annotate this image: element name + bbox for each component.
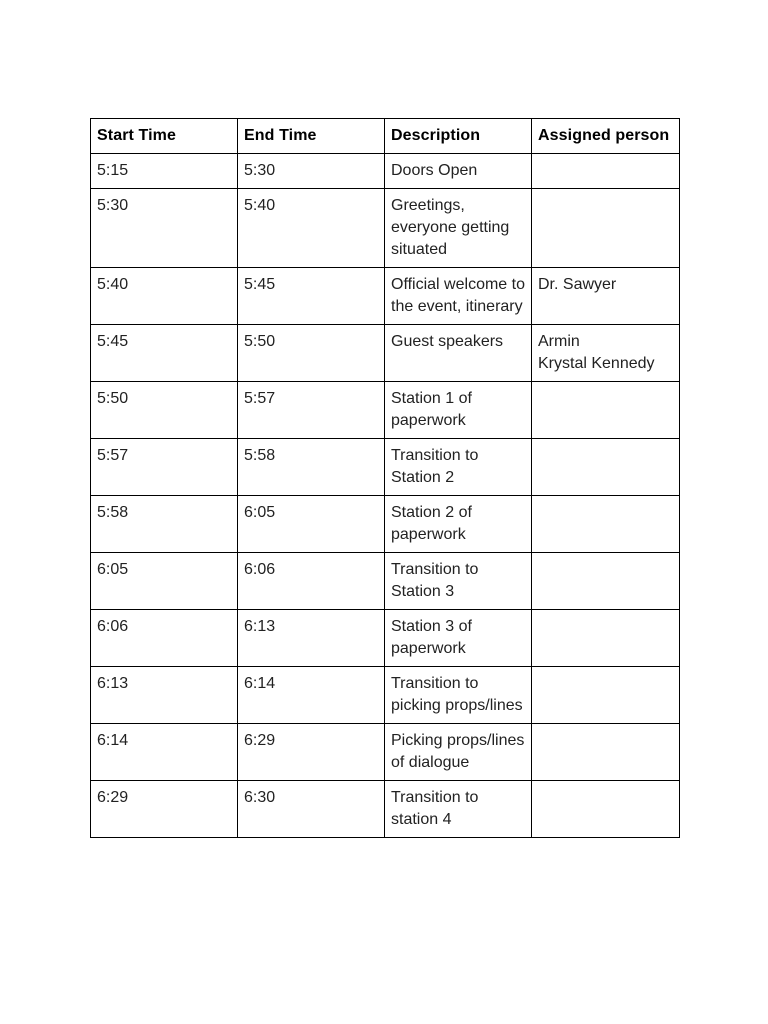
cell-description bbox=[385, 610, 532, 667]
cell-text: 5:30 bbox=[244, 162, 276, 179]
cell-description bbox=[385, 553, 532, 610]
cell-start-time bbox=[91, 325, 238, 382]
table-row bbox=[91, 553, 680, 610]
cell-text: 6:14 bbox=[244, 675, 276, 692]
cell-end-time bbox=[238, 724, 385, 781]
cell-text: 6:05 bbox=[244, 504, 276, 521]
cell-description bbox=[385, 439, 532, 496]
cell-text: 5:57 bbox=[244, 390, 276, 407]
schedule-table-header bbox=[91, 119, 680, 154]
cell-text: 5:50 bbox=[244, 333, 276, 350]
cell-text: Guest speakers bbox=[391, 333, 504, 350]
cell-assigned-person bbox=[532, 325, 680, 382]
header-row bbox=[91, 119, 680, 154]
cell-end-time bbox=[238, 610, 385, 667]
cell-assigned-person bbox=[532, 382, 680, 439]
cell-text: Armin Krystal Kennedy bbox=[538, 333, 655, 372]
cell-end-time bbox=[238, 189, 385, 268]
cell-assigned-person bbox=[532, 154, 680, 189]
cell-description bbox=[385, 154, 532, 189]
cell-text: 5:45 bbox=[244, 276, 276, 293]
table-row bbox=[91, 724, 680, 781]
cell-end-time bbox=[238, 154, 385, 189]
cell-text: 5:58 bbox=[244, 447, 276, 464]
cell-start-time bbox=[91, 439, 238, 496]
cell-text: Transition to Station 2 bbox=[391, 447, 479, 486]
cell-text: 5:15 bbox=[97, 162, 129, 179]
cell-start-time bbox=[91, 496, 238, 553]
cell-text: Greetings, everyone getting situated bbox=[391, 197, 510, 258]
cell-description bbox=[385, 382, 532, 439]
table-row bbox=[91, 189, 680, 268]
cell-text: 6:13 bbox=[97, 675, 129, 692]
cell-end-time bbox=[238, 325, 385, 382]
cell-text: 6:05 bbox=[97, 561, 129, 578]
cell-text: Official welcome to the event, itinerary bbox=[391, 276, 525, 315]
cell-text: Dr. Sawyer bbox=[538, 276, 617, 293]
cell-start-time bbox=[91, 382, 238, 439]
cell-text: 6:06 bbox=[244, 561, 276, 578]
cell-assigned-person bbox=[532, 553, 680, 610]
table-row bbox=[91, 667, 680, 724]
cell-assigned-person bbox=[532, 667, 680, 724]
cell-assigned-person bbox=[532, 610, 680, 667]
cell-text: 6:29 bbox=[97, 789, 129, 806]
header-assigned-person: Assigned person bbox=[532, 119, 680, 154]
table-row bbox=[91, 325, 680, 382]
cell-text: 5:57 bbox=[97, 447, 129, 464]
table-row bbox=[91, 781, 680, 838]
cell-start-time bbox=[91, 154, 238, 189]
cell-assigned-person bbox=[532, 189, 680, 268]
cell-assigned-person bbox=[532, 496, 680, 553]
cell-description bbox=[385, 268, 532, 325]
cell-text: Picking props/lines of dialogue bbox=[391, 732, 525, 771]
cell-end-time bbox=[238, 496, 385, 553]
cell-text: Transition to picking props/lines bbox=[391, 675, 523, 714]
cell-assigned-person bbox=[532, 439, 680, 496]
cell-text: 6:30 bbox=[244, 789, 276, 806]
table-row bbox=[91, 382, 680, 439]
table-row bbox=[91, 496, 680, 553]
header-description: Description bbox=[385, 119, 532, 154]
cell-start-time bbox=[91, 268, 238, 325]
cell-text: Doors Open bbox=[391, 162, 478, 179]
cell-text: Station 1 of paperwork bbox=[391, 390, 472, 429]
cell-end-time bbox=[238, 667, 385, 724]
cell-text: 6:29 bbox=[244, 732, 276, 749]
cell-assigned-person bbox=[532, 781, 680, 838]
cell-text: 5:50 bbox=[97, 390, 129, 407]
cell-end-time bbox=[238, 439, 385, 496]
table-row bbox=[91, 154, 680, 189]
cell-description bbox=[385, 781, 532, 838]
header-start-time: Start Time bbox=[91, 119, 238, 154]
cell-start-time bbox=[91, 553, 238, 610]
table-row bbox=[91, 610, 680, 667]
cell-start-time bbox=[91, 189, 238, 268]
cell-text: 6:13 bbox=[244, 618, 276, 635]
cell-text: Station 3 of paperwork bbox=[391, 618, 472, 657]
cell-assigned-person bbox=[532, 268, 680, 325]
cell-description bbox=[385, 325, 532, 382]
cell-text: 5:58 bbox=[97, 504, 129, 521]
cell-description bbox=[385, 667, 532, 724]
cell-start-time bbox=[91, 781, 238, 838]
cell-end-time bbox=[238, 553, 385, 610]
schedule-table bbox=[90, 118, 680, 838]
cell-start-time bbox=[91, 724, 238, 781]
cell-text: 5:30 bbox=[97, 197, 129, 214]
cell-end-time bbox=[238, 382, 385, 439]
cell-start-time bbox=[91, 667, 238, 724]
cell-text: 5:45 bbox=[97, 333, 129, 350]
cell-text: 5:40 bbox=[97, 276, 129, 293]
cell-description bbox=[385, 496, 532, 553]
table-row bbox=[91, 439, 680, 496]
cell-text: Station 2 of paperwork bbox=[391, 504, 472, 543]
header-end-time: End Time bbox=[238, 119, 385, 154]
cell-end-time bbox=[238, 781, 385, 838]
cell-text: Transition to station 4 bbox=[391, 789, 479, 828]
table-row bbox=[91, 268, 680, 325]
cell-text: Transition to Station 3 bbox=[391, 561, 479, 600]
cell-description bbox=[385, 724, 532, 781]
cell-start-time bbox=[91, 610, 238, 667]
cell-text: 5:40 bbox=[244, 197, 276, 214]
cell-text: 6:14 bbox=[97, 732, 129, 749]
cell-text: 6:06 bbox=[97, 618, 129, 635]
cell-end-time bbox=[238, 268, 385, 325]
schedule-table-body bbox=[91, 154, 680, 838]
cell-assigned-person bbox=[532, 724, 680, 781]
cell-description bbox=[385, 189, 532, 268]
